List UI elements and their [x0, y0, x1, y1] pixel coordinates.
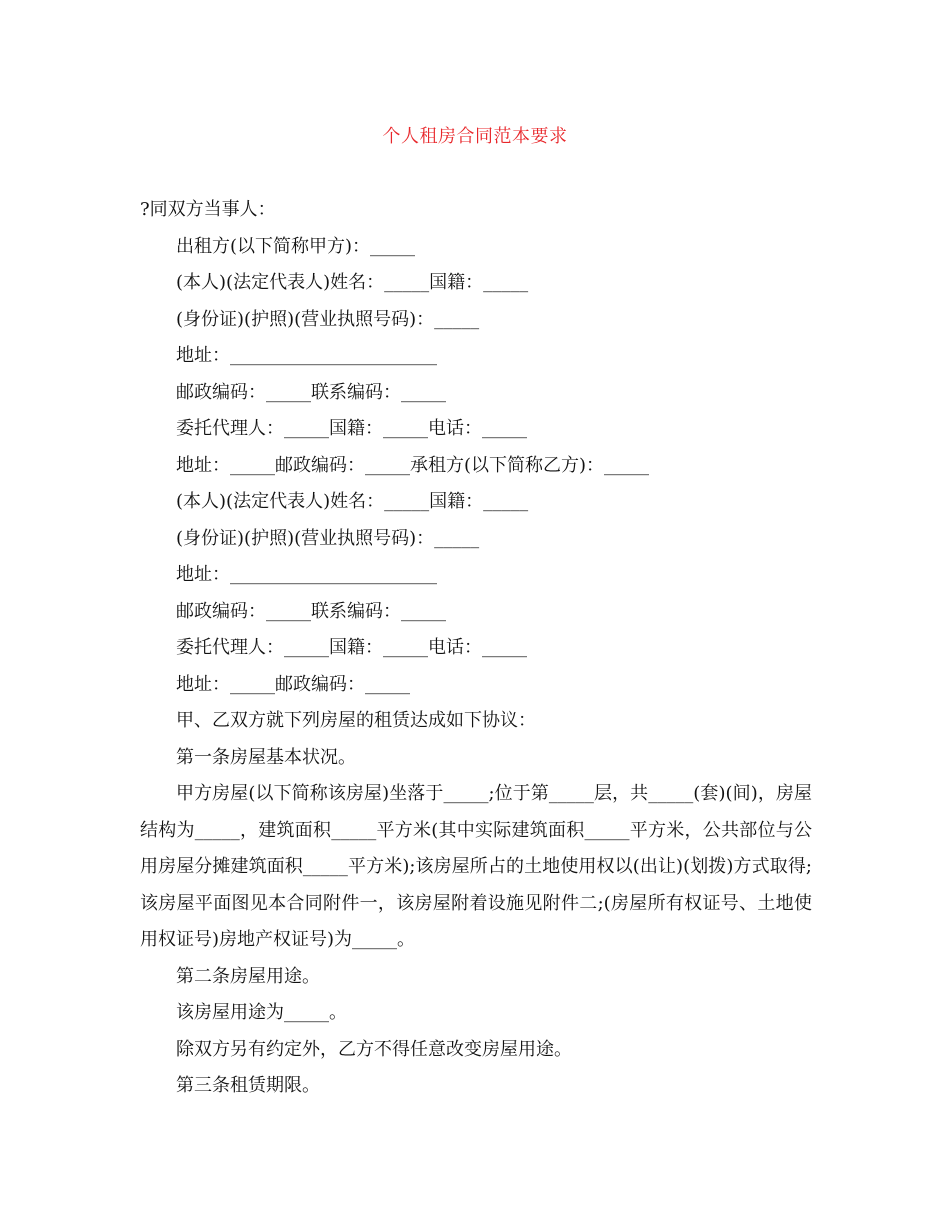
article-1-heading: 第一条房屋基本状况。 — [176, 746, 356, 768]
lessee-id-line: (身份证)(护照)(营业执照号码)：_____ — [176, 527, 480, 549]
article-2-restriction: 除双方另有约定外，乙方不得任意改变房屋用途。 — [176, 1038, 572, 1060]
lessor-agent-line: 委托代理人：_____国籍：_____电话：_____ — [176, 418, 527, 439]
article-1-body: 甲方房屋(以下简称该房屋)坐落于_____;位于第_____层，共_____(套)(间)，房屋结构为_____，建筑面积_____平方米(其中实际建筑面积_____平方米，公共部位与公用房屋分摊建筑面积_____平方米);该房屋所占的土地使用权以(出让)(划拨)方式取得;该房屋平面图见本合同附件一，该房屋附着设施见附件二;(房屋所有权证号、土地使用权证号)房地产权证号)为_____。 — [140, 783, 812, 950]
lessor-agent-address-line: 地址：_____邮政编码：_____承租方(以下简称乙方)：_____ — [176, 454, 650, 476]
lessor-name-line: (本人)(法定代表人)姓名：_____国籍：_____ — [176, 272, 529, 293]
lessor-postcode-line: 邮政编码：_____联系编码：_____ — [176, 381, 446, 403]
lessee-agent-line: 委托代理人：_____国籍：_____电话：_____ — [176, 637, 527, 658]
lessee-postcode-line: 邮政编码：_____联系编码：_____ — [176, 600, 446, 622]
lessor-id-line: (身份证)(护照)(营业执照号码)：_____ — [176, 308, 480, 330]
article-2-heading: 第二条房屋用途。 — [176, 965, 320, 987]
lessee-agent-address-line: 地址：_____邮政编码：_____ — [176, 673, 410, 695]
lessor-line: 出租方(以下简称甲方)：_____ — [176, 235, 416, 257]
document-title: 个人租房合同范本要求 — [382, 126, 568, 147]
parties-heading: ?同双方当事人： — [140, 199, 276, 220]
article-3-heading: 第三条租赁期限。 — [176, 1075, 320, 1096]
document-body — [140, 192, 812, 1105]
lessor-address-line: 地址：_______________________ — [176, 345, 437, 366]
agreement-intro: 甲、乙双方就下列房屋的租赁达成如下协议： — [176, 710, 536, 731]
article-2-body: 该房屋用途为_____。 — [176, 1002, 347, 1023]
lessee-name-line: (本人)(法定代表人)姓名：_____国籍：_____ — [176, 491, 529, 512]
lessee-address-line: 地址：_______________________ — [176, 564, 437, 585]
